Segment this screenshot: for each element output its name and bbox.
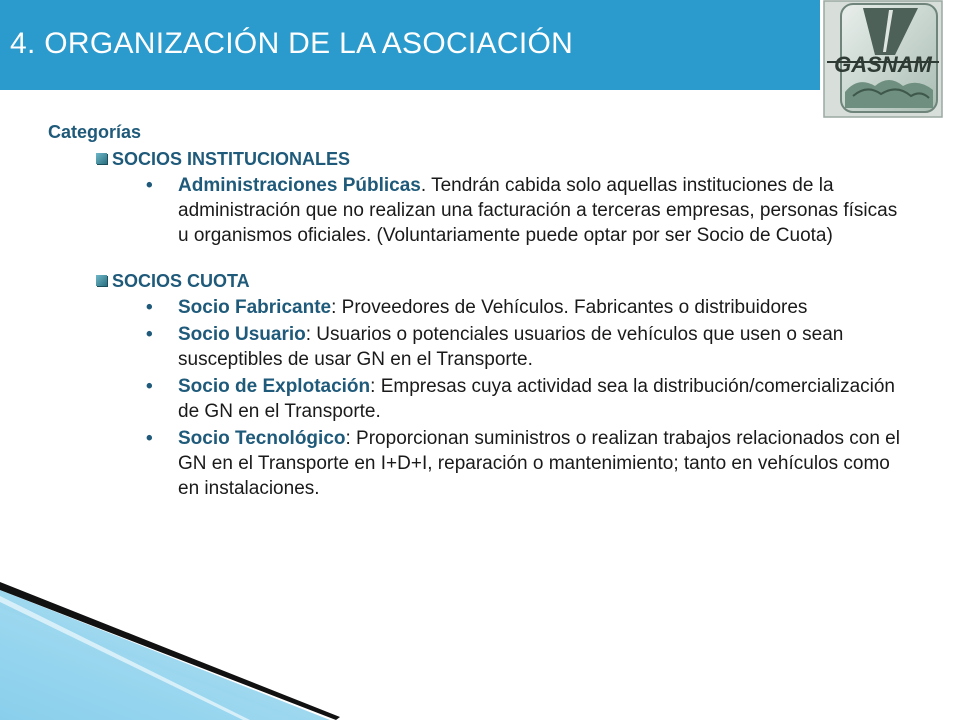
item-name: Socio Usuario bbox=[178, 324, 306, 345]
list-item bbox=[48, 173, 908, 248]
decorative-swoosh-icon bbox=[0, 560, 340, 720]
item-list bbox=[48, 295, 908, 501]
categories-heading: Categorías bbox=[48, 122, 142, 142]
section-title-text: SOCIOS CUOTA bbox=[112, 271, 250, 291]
list-item bbox=[48, 295, 908, 320]
square-bullet-icon bbox=[96, 153, 107, 164]
list-item bbox=[48, 374, 908, 424]
section-title-text: SOCIOS INSTITUCIONALES bbox=[112, 149, 351, 169]
item-name: Socio Fabricante bbox=[178, 297, 332, 318]
bullet-icon: • bbox=[146, 175, 153, 196]
section-title bbox=[48, 269, 908, 294]
list-item bbox=[48, 322, 908, 372]
item-name: Administraciones Públicas bbox=[178, 175, 421, 196]
item-name: Socio de Explotación bbox=[178, 376, 371, 397]
page-title: 4. ORGANIZACIÓN DE LA ASOCIACIÓN bbox=[10, 27, 574, 60]
item-desc: : Proporcionan suministros o realizan trabajos relacionados con el GN en el Transporte en I+D+I, reparación o mantenimiento; tanto en vehículos como en instalaciones. bbox=[178, 428, 900, 499]
square-bullet-icon bbox=[96, 275, 107, 286]
bullet-icon: • bbox=[146, 376, 153, 397]
item-desc: : Proveedores de Vehículos. Fabricantes o distribuidores bbox=[331, 297, 808, 318]
item-desc: . Tendrán cabida solo aquellas instituciones de la administración que no realizan una facturación a terceras empresas, personas físicas u organismos oficiales. (Voluntariamente puede optar por ser Socio de Cuota) bbox=[178, 175, 898, 246]
bullet-icon: • bbox=[146, 324, 153, 345]
item-name: Socio Tecnológico bbox=[178, 428, 346, 449]
content-area bbox=[48, 120, 908, 503]
section-cuota bbox=[48, 269, 908, 501]
list-item bbox=[48, 426, 908, 501]
bullet-icon: • bbox=[146, 428, 153, 449]
item-desc: : Usuarios o potenciales usuarios de vehículos que usen o sean susceptibles de usar GN en el Transporte. bbox=[178, 324, 844, 370]
svg-text:GASNAM: GASNAM bbox=[834, 52, 932, 77]
section-institucionales bbox=[48, 147, 908, 248]
section-title bbox=[48, 147, 908, 172]
header-bar bbox=[0, 0, 820, 90]
bullet-icon: • bbox=[146, 297, 153, 318]
item-list bbox=[48, 173, 908, 248]
gasnam-logo-icon bbox=[823, 0, 943, 118]
item-desc: : Empresas cuya actividad sea la distribución/comercialización de GN en el Transporte. bbox=[178, 376, 896, 422]
